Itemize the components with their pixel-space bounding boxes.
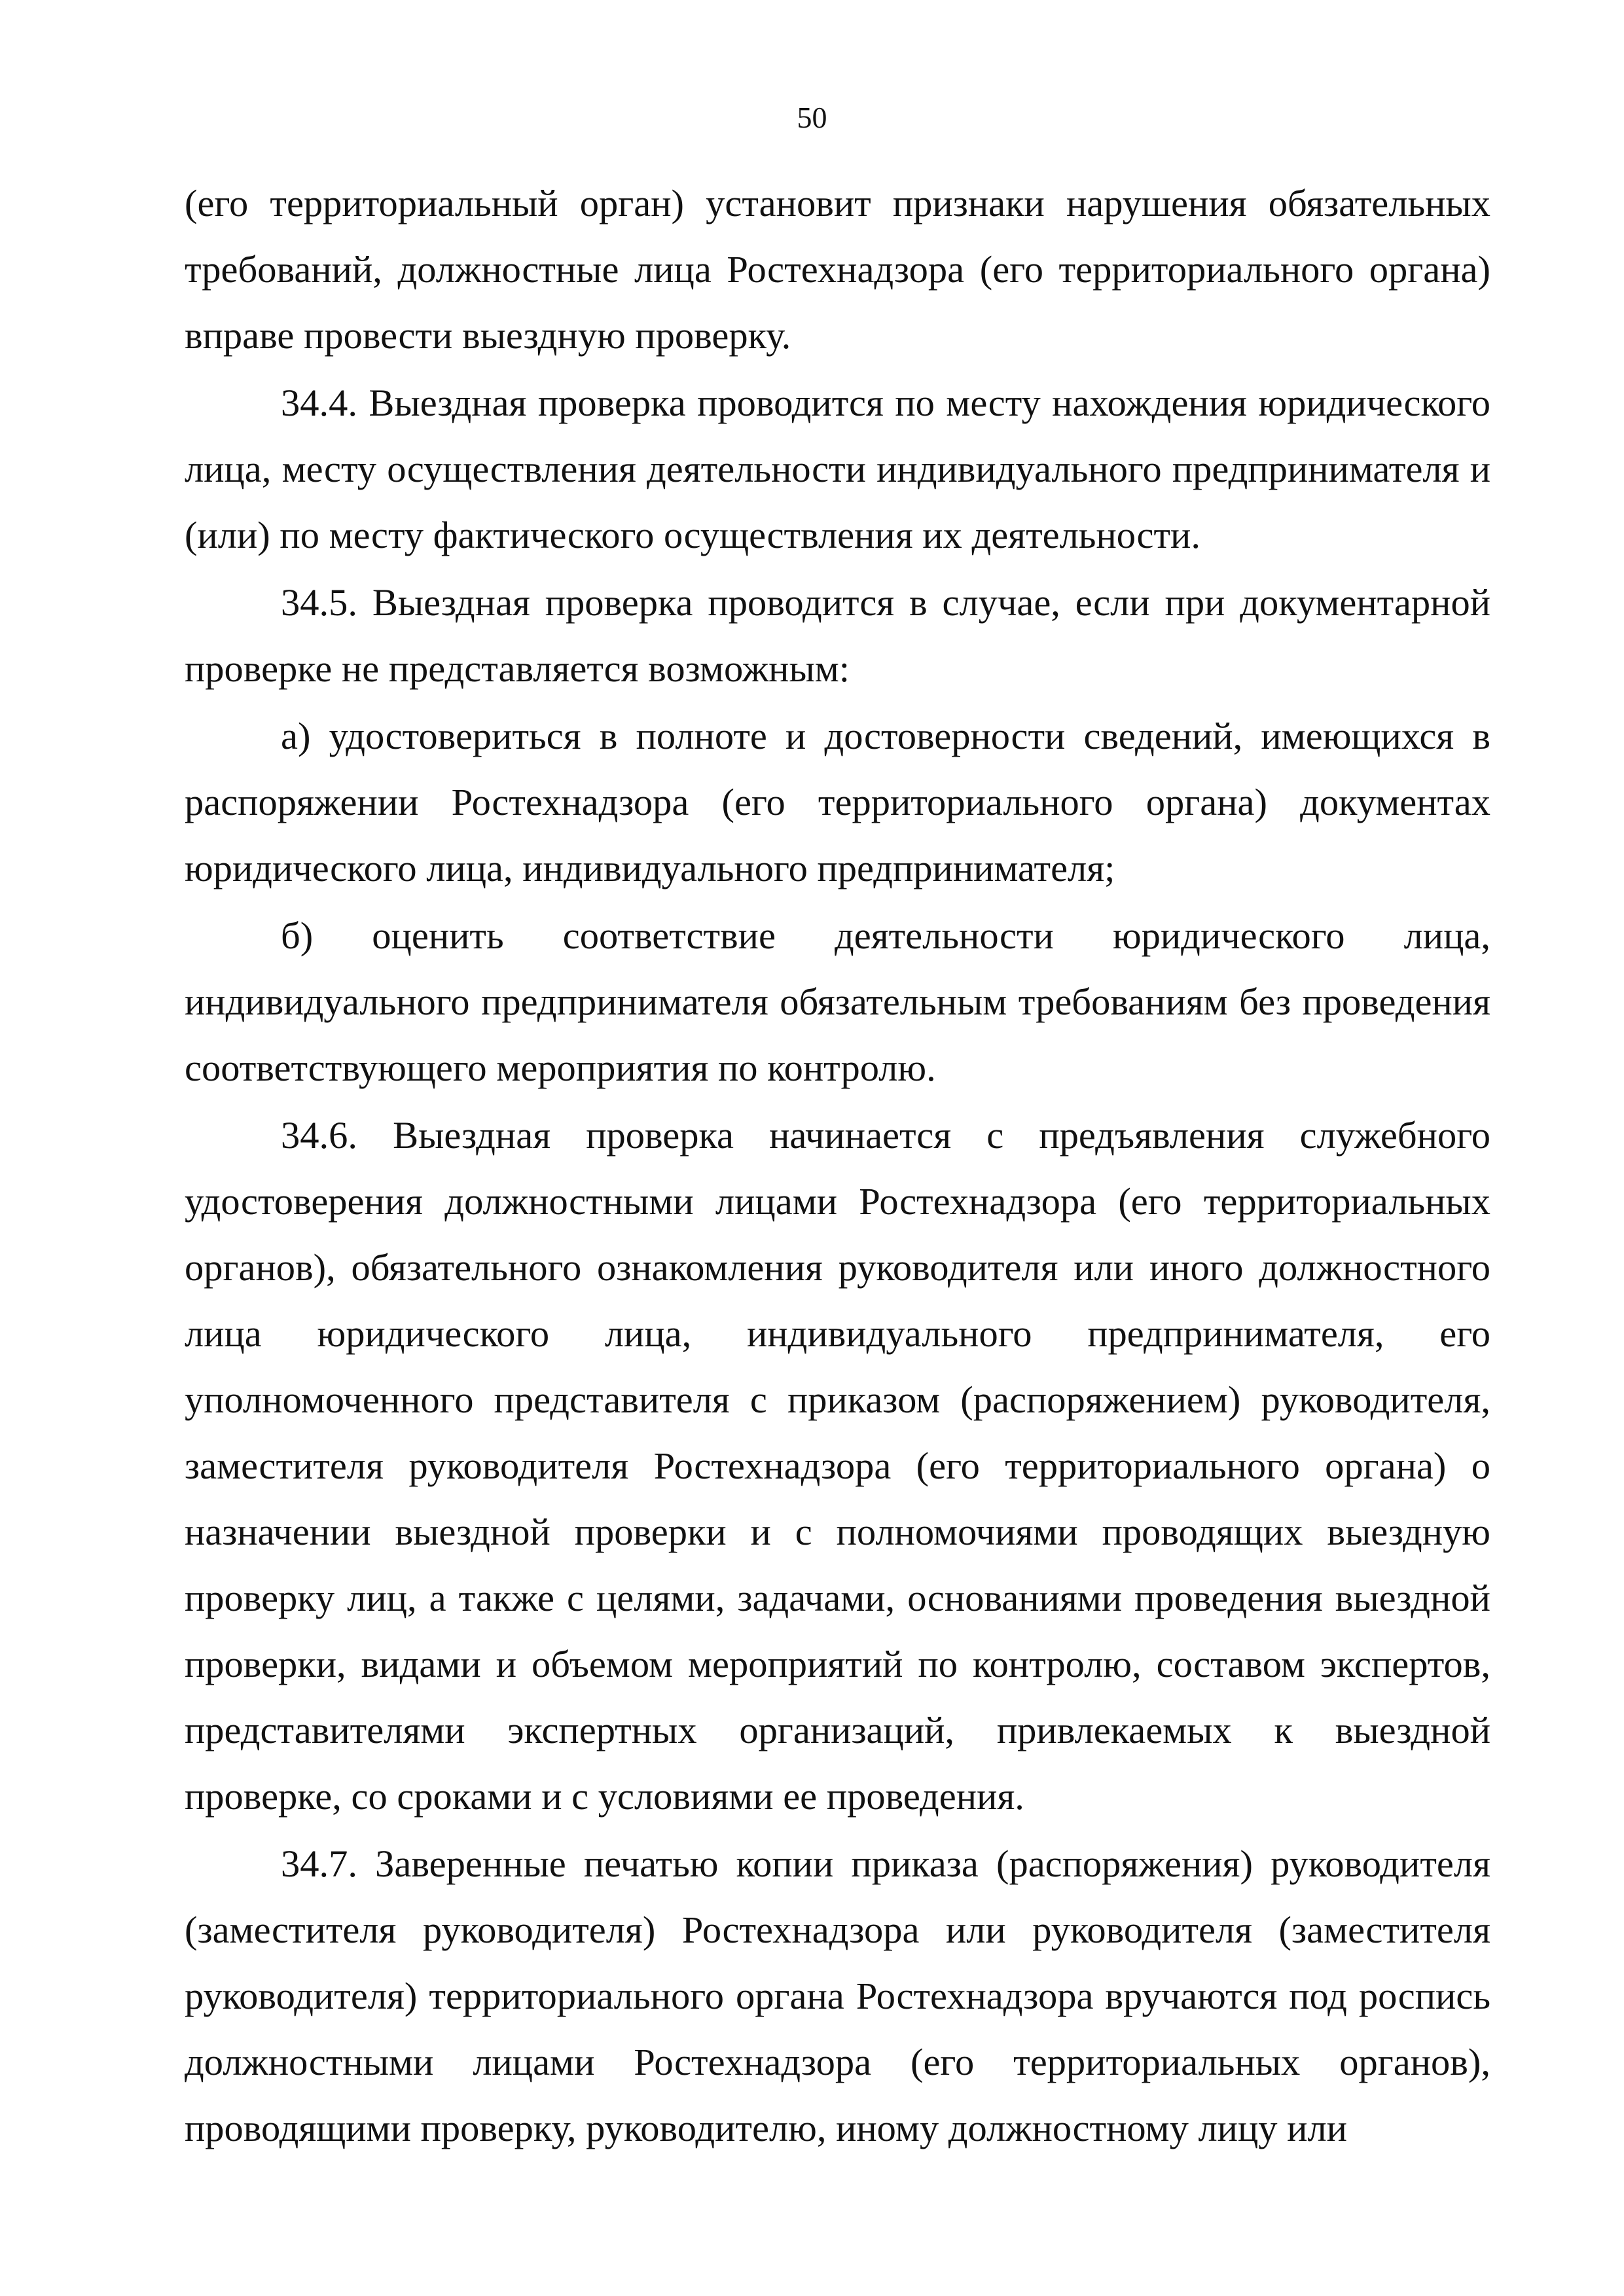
- document-body: [185, 170, 1490, 2161]
- paragraph-34-4: 34.4. Выездная проверка проводится по месту нахождения юридического лица, месту осуществления деятельности индивидуального предпринимателя и (или) по месту фактического осуществления их деятельности.: [185, 382, 1490, 556]
- paragraph-continuation: (его территориальный орган) установит признаки нарушения обязательных требований, должностные лица Ростехнадзора (его территориального органа) вправе провести выездную проверку.: [185, 182, 1490, 357]
- paragraph-34-6: 34.6. Выездная проверка начинается с предъявления служебного удостоверения должностными лицами Ростехнадзора (его территориальных органов), обязательного ознакомления руководителя или иного должностного лица юридического лица, индивидуального предпринимателя, его уполномоченного представителя с приказом (распоряжением) руководителя, заместителя руководителя Ростехнадзора (его территориального органа) о назначении выездной проверки и с полномочиями проводящих выездную проверку лиц, а также с целями, задачами, основаниями проведения выездной проверки, видами и объемом мероприятий по контролю, составом экспертов, представителями экспертных организаций, привлекаемых к выездной проверке, со сроками и с условиями ее проведения.: [185, 1114, 1490, 1818]
- paragraph-34-5-a: а) удостовериться в полноте и достоверности сведений, имеющихся в распоряжении Ростехнадзора (его территориального органа) документах юридического лица, индивидуального предпринимателя;: [185, 715, 1490, 889]
- paragraph-34-5-b: б) оценить соответствие деятельности юридического лица, индивидуального предпринимателя обязательным требованиям без проведения соответствующего мероприятия по контролю.: [185, 914, 1490, 1089]
- page-number: 50: [797, 101, 827, 134]
- paragraph-34-7: 34.7. Заверенные печатью копии приказа (распоряжения) руководителя (заместителя руководителя) Ростехнадзора или руководителя (заместителя руководителя) территориального органа Ростехнадзора вручаются под роспись должностными лицами Ростехнадзора (его территориальных органов), проводящими проверку, руководителю, иному должностному лицу или: [185, 1842, 1490, 2149]
- paragraph-34-5: 34.5. Выездная проверка проводится в случае, если при документарной проверке не представляется возможным:: [185, 581, 1490, 690]
